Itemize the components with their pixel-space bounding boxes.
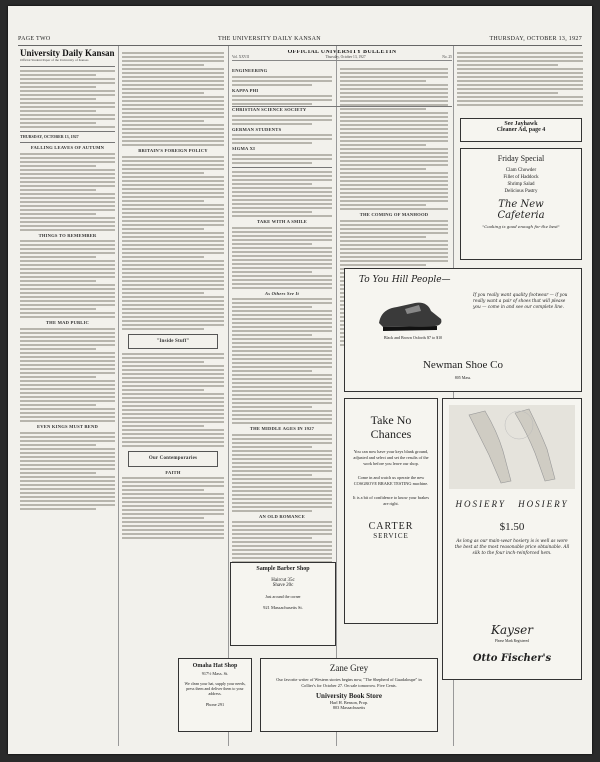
omaha-hat-shop-ad [178,658,252,732]
editorial-heading: THE MAD PUBLIC [45,320,90,326]
hosiery-illustration [449,405,575,489]
cafeteria-name2: Cafeteria [497,210,545,221]
editorial-heading: EVEN KINGS MUST BEND [37,423,98,429]
chances-note: It is a bit of confidence to know your brakes are right. [353,495,430,506]
masthead-title: University Daily Kansan [20,48,115,58]
omaha-sub: 917½ Mass. St. [201,671,229,676]
bulletin-vol: Vol. XXVII [232,54,249,59]
column-rule [118,46,119,746]
carter-service: SERVICE [373,532,409,540]
column-rule [228,46,229,746]
cafeteria-top: Friday Special [497,154,545,163]
column-editorial [20,48,115,748]
article-heading: FAITH [165,469,181,475]
barber-address: 921 Massachusetts St. [263,605,303,610]
editorial-heading: FALLING LEAVES OF AUTUMN [30,145,105,151]
masthead-subtitle: Official Student Paper of the University of Kansas [20,58,89,62]
bulletin-item: ENGINEERING [232,68,268,73]
omaha-phone: Phone 291 [205,702,225,707]
newman-right-text: If you really want quality footwear — if you really want a pair of shoes that will please you — come in and see our complete line. [473,293,568,310]
jayhawk-line2: Cleaner Ad, page 4 [496,127,546,133]
bulletin-item: GERMAN STUDENTS [232,126,282,132]
newman-top: To You Hill People— [359,275,451,285]
barber-shave: Shave 20c [272,583,294,588]
jayhawk-ad [460,118,582,142]
chances-extra: Come in and watch us operate the new COSGROVE BRAKE TESTING machine. [353,475,429,486]
cafeteria-ad [460,148,582,260]
article-heading: AN OLD ROMANCE [259,513,305,519]
shoe-caption: Black and Brown Oxfords $7 to $10 [383,335,443,340]
bookstore-name: University Book Store [316,692,382,700]
otto-fischer-logo: Otto Fischer's [472,653,552,664]
hosiery-ad [442,398,582,680]
cafeteria-tag: "Cooking is good enough for the best" [482,224,560,229]
article-heading: As Others See It [265,290,299,296]
jayhawk-line1: See Jayhawk [504,121,538,127]
editorial-heading: THINGS TO REMEMBER [38,232,97,238]
column-two [122,50,224,750]
newman-address: 805 Mass. [454,375,472,380]
hosiery-word1: HOSIERY [455,499,506,509]
bulletin-title: OFFICIAL UNIVERSITY BULLETIN [287,50,397,55]
bookstore-address: 803 Massachusetts [332,705,366,710]
page-label: PAGE TWO [18,36,51,42]
barber-title: Sample Barber Shop [256,566,310,572]
hosiery-price: $1.50 [499,521,525,533]
menu-item: Clam Chowder [505,168,537,173]
bulletin-item: SIGMA XI [232,146,256,152]
barber-haircut: Haircut 35c [271,578,295,583]
chances-body: You can now have your keys blank ground, adjusted and select and set the results of the work before you leave our shop. [353,449,429,466]
article-heading: BRITAIN'S FOREIGN POLICY [138,148,208,153]
zane-title: Zane Grey [329,663,369,673]
hosiery-body: As long as our main-wear hosiery is is well as wore the best at the most reasonable price obtainable. All silk to the four inch-reinforced hem. [454,539,570,556]
article-heading: THE MIDDLE AGES IN 1927 [249,426,315,432]
hosiery-word2: HOSIERY [518,499,569,509]
omaha-title: Omaha Hat Shop [192,663,238,669]
shoe-illustration-icon [375,295,445,333]
menu-item: Shrimp Salad [507,182,535,187]
bulletin-item: CHRISTIAN SCIENCE SOCIETY [232,107,307,113]
article-heading: THE COMING OF MANHOOD [359,212,429,217]
column-five [457,50,583,124]
bookstore-sub: Harl H. Benson, Prop. [329,700,369,705]
take-no-chances-ad [344,398,438,624]
carter-name: CARTER [368,521,414,532]
kayser-brand: Kayser [491,623,533,637]
omaha-body: We clean your hat, supply your needs, press them and deliver them to your address. [184,681,246,696]
cafeteria-name1: The New [498,199,544,210]
masthead-date: THURSDAY, OCTOBER 13, 1927 [20,133,79,139]
inside-stuff-heading: "Inside Stuff" [156,338,190,344]
column-rule [336,46,337,746]
newspaper-page [8,6,592,754]
menu-item: Fillet of Haddock [503,175,539,180]
kayser-note: Please Mark Registered [494,639,530,643]
barber-line: Just around the corner [265,594,301,599]
header-date: THURSDAY, OCTOBER 13, 1927 [489,36,582,42]
zane-grey-ad [260,658,438,732]
newman-shoe-ad [344,268,582,392]
chances-title: Take No Chances [370,413,412,441]
page-header [18,33,582,46]
barber-shop-ad [230,562,336,646]
zane-body: Our favorite writer of Western stories begins now, "The Shepherd of Guadaloupe" in Collier's for October 27. On sale tomorrow. Five Cents. [276,677,422,688]
bulletin-no: No. 25 [442,54,452,59]
article-heading: TAKE WITH A SMILE [256,218,308,224]
bulletin-date: Thursday, October 13, 1927 [325,54,366,59]
menu-item: Delicious Pastry [504,189,538,194]
bulletin-item: KAPPA PHI [232,87,259,93]
newman-name: Newman Shoe Co [422,359,504,371]
paper-title: THE UNIVERSITY DAILY KANSAN [218,36,321,42]
contemporaries-heading: Our Contemporaries [148,456,198,462]
leg-illustration-icon [449,405,575,489]
